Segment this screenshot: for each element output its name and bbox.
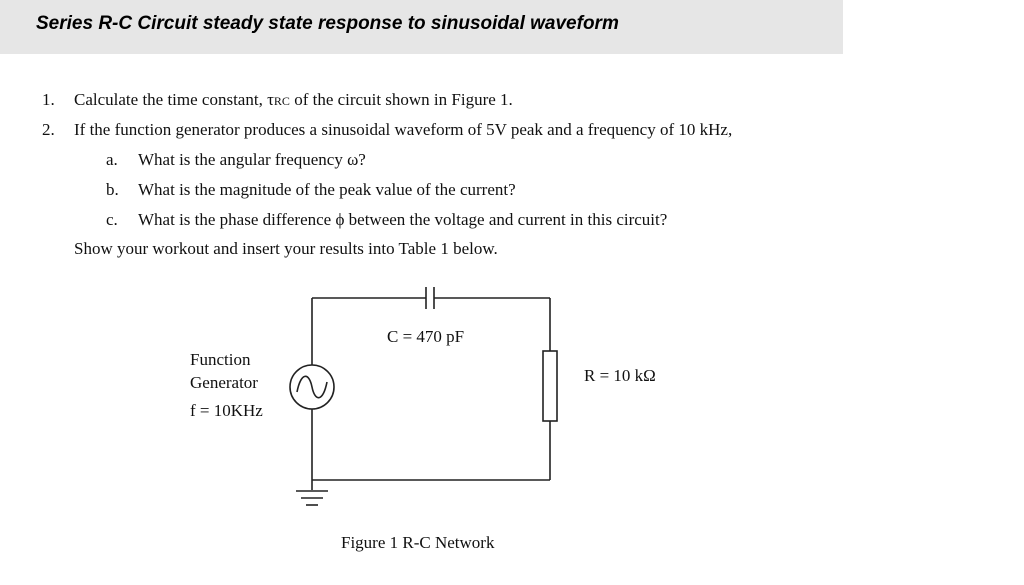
generator-label-generator: Generator: [190, 373, 258, 392]
sub-question-b: What is the magnitude of the peak value of the current?: [138, 180, 516, 199]
resistor-label: R = 10 kΩ: [584, 366, 656, 385]
sub-question-c-letter: c.: [106, 210, 118, 229]
sub-question-b-letter: b.: [106, 180, 119, 199]
question-2-text: If the function generator produces a sinusoidal waveform of 5V peak and a frequency of 10 kHz,: [74, 120, 733, 139]
question-number: 2.: [42, 120, 55, 139]
capacitor-label: C = 470 pF: [387, 327, 465, 346]
sub-question-a: What is the angular frequency ω?: [138, 150, 366, 169]
tau-subscript: RC: [273, 94, 290, 108]
question-1-text: Calculate the time constant, τRC of the circuit shown in Figure 1.: [74, 90, 513, 109]
resistor: [543, 351, 557, 421]
sub-question-c: What is the phase difference ϕ between the voltage and current in this circuit?: [138, 210, 668, 229]
generator-label-function: Function: [190, 350, 251, 369]
question-number: 1.: [42, 90, 55, 109]
sine-wave-icon: [297, 376, 327, 397]
sub-question-a-letter: a.: [106, 150, 118, 169]
page-title: Series R-C Circuit steady state response to sinusoidal waveform: [36, 13, 619, 34]
instruction-text: Show your workout and insert your results into Table 1 below.: [74, 239, 498, 258]
tau-symbol: τ: [267, 90, 274, 109]
generator-frequency: f = 10KHz: [190, 401, 263, 420]
figure-caption: Figure 1 R-C Network: [341, 533, 495, 552]
